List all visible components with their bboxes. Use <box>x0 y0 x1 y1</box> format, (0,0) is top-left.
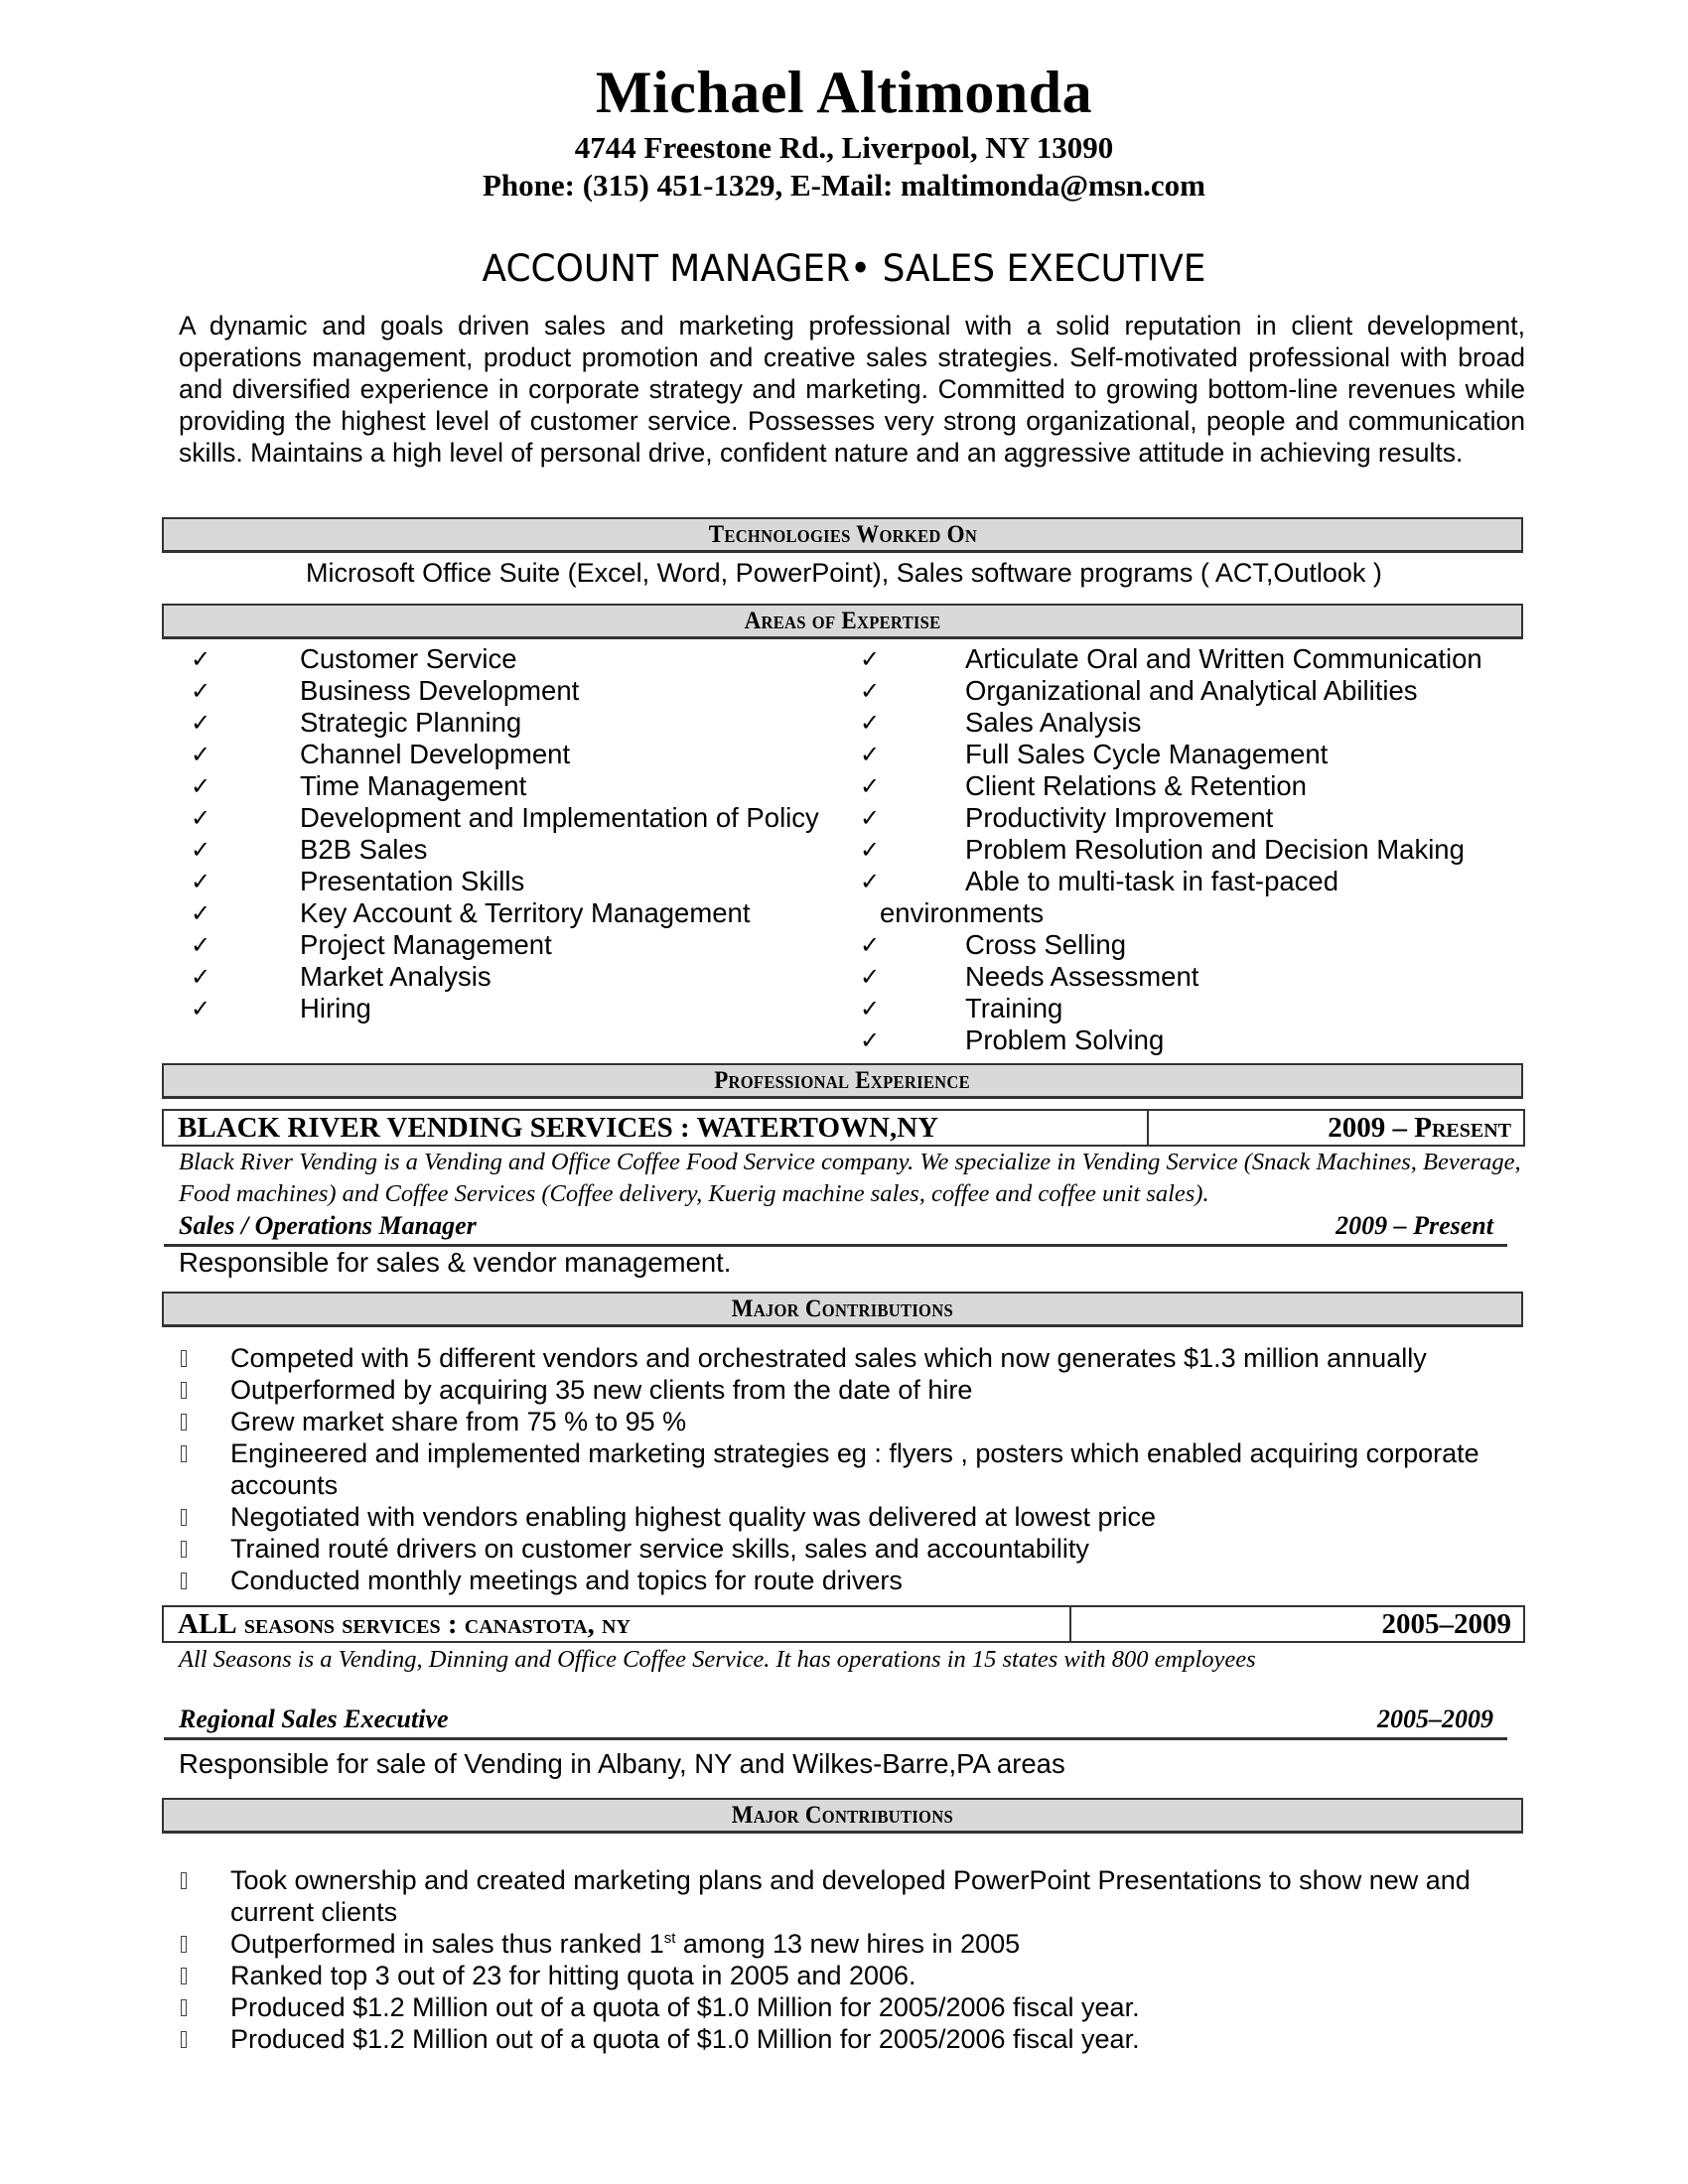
item-text: Ranked top 3 out of 23 for hitting quota in 2005 and 2006. <box>230 1961 916 1990</box>
company-header-black-river <box>162 1109 1525 1147</box>
expertise-item: Hiring <box>300 993 371 1024</box>
check-icon: ✓ <box>860 645 881 673</box>
job-title-row <box>164 1702 1507 1740</box>
job-dates: 2005–2009 <box>1377 1705 1493 1733</box>
check-icon: ✓ <box>860 868 881 895</box>
bullet-icon <box>181 1872 187 1889</box>
expertise-item: Key Account & Territory Management <box>300 897 751 928</box>
company-description: Black River Vending is a Vending and Office Coffee Food Service company. We specialize in Vending Service (Snack Machines, Beverage, Food machines) and Coffee Services (Coffee delivery, Kuerig machine sales, coffee and coffee unit sales). <box>179 1149 1521 1207</box>
company-divider <box>1147 1111 1149 1145</box>
check-icon: ✓ <box>860 677 881 705</box>
list-item <box>179 1437 1529 1501</box>
expertise-item: Problem Solving <box>965 1024 1165 1055</box>
item-text: Conducted monthly meetings and topics for route drivers <box>230 1566 903 1595</box>
bullet-icon <box>181 1414 187 1431</box>
company-header-all-seasons <box>162 1605 1525 1643</box>
contributions-list <box>179 1864 1529 2055</box>
section-header-expertise <box>162 604 1523 639</box>
expertise-item: Training <box>965 993 1063 1024</box>
job-responsibility: Responsible for sale of Vending in Albany, NY and Wilkes-Barre,PA areas <box>179 1748 1065 1779</box>
expertise-item: Productivity Improvement <box>965 802 1274 833</box>
company-name-rest: seasons services : canastota, ny <box>236 1608 631 1640</box>
list-item <box>179 1374 1529 1406</box>
company-description: All Seasons is a Vending, Dinning and Office Coffee Service. It has operations in 15 states with 800 employees <box>179 1646 1256 1673</box>
item-text: Produced $1.2 Million out of a quota of $1.0 Million for 2005/2006 fiscal year. <box>230 1992 1140 2022</box>
company-name: BLACK RIVER VENDING SERVICES : WATERTOWN,NY <box>178 1112 939 1144</box>
bullet-icon <box>181 1968 187 1984</box>
item-text: Grew market share from 75 % to 95 % <box>230 1407 687 1436</box>
company-name-first: ALL <box>178 1608 237 1640</box>
item-text: Negotiated with vendors enabling highest quality was delivered at lowest price <box>230 1502 1157 1532</box>
check-icon: ✓ <box>860 1026 881 1054</box>
expertise-item: Full Sales Cycle Management <box>965 739 1329 769</box>
expertise-item: Cross Selling <box>965 929 1127 960</box>
section-header-contributions <box>162 1798 1523 1834</box>
list-item <box>179 1960 1529 1991</box>
company-dates <box>1328 1111 1511 1145</box>
summary-paragraph: A dynamic and goals driven sales and marketing professional with a solid reputation in client development, operations management, product promotion and creative sales strategies. Self-motivated professional with broad and diversified experience in corporate strategy and marketing. Committed to growing bottom-line revenues while providing the highest level of customer service. Possesses very strong organizational, people and communication skills. Maintains a high level of personal drive, confident nature and an aggressive attitude in achieving results. <box>179 311 1525 468</box>
list-item <box>179 1501 1529 1533</box>
check-icon: ✓ <box>860 931 881 959</box>
dates-year: 2009 – <box>1328 1112 1415 1144</box>
item-text: Took ownership and created marketing plans and developed PowerPoint Presentations to show new and current clients <box>230 1865 1471 1927</box>
bullet-icon <box>181 1382 187 1399</box>
bullet-icon <box>181 2031 187 2048</box>
superscript: st <box>663 1930 676 1947</box>
item-text: Produced $1.2 Million out of a quota of $1.0 Million for 2005/2006 fiscal year. <box>230 2024 1140 2054</box>
expertise-item: Able to multi-task in fast-paced <box>965 866 1339 896</box>
check-icon: ✓ <box>860 741 881 768</box>
expertise-item: Needs Assessment <box>965 961 1199 992</box>
bullet-icon <box>181 1936 187 1953</box>
expertise-item: Client Relations & Retention <box>965 770 1307 801</box>
expertise-item: Business Development <box>300 675 580 706</box>
list-item <box>179 1864 1529 1928</box>
check-icon: ✓ <box>860 709 881 737</box>
list-item <box>179 1533 1529 1565</box>
check-icon: ✓ <box>860 836 881 864</box>
check-icon: ✓ <box>191 995 211 1023</box>
job-responsibility: Responsible for sales & vendor management. <box>179 1247 732 1278</box>
expertise-item: Development and Implementation of Policy <box>300 802 819 833</box>
check-icon: ✓ <box>191 645 211 673</box>
item-text: Competed with 5 different vendors and orchestrated sales which now generates $1.3 million annually <box>230 1343 1427 1373</box>
bullet-icon <box>181 1541 187 1558</box>
check-icon: ✓ <box>191 836 211 864</box>
company-name <box>178 1607 631 1641</box>
check-icon: ✓ <box>860 963 881 991</box>
job-title: Sales / Operations Manager <box>179 1211 477 1240</box>
check-icon: ✓ <box>191 772 211 800</box>
expertise-item: B2B Sales <box>300 834 428 865</box>
headline-title: ACCOUNT MANAGER• SALES EXECUTIVE <box>482 247 1206 290</box>
expertise-item: Problem Resolution and Decision Making <box>965 834 1465 865</box>
check-icon: ✓ <box>191 963 211 991</box>
list-item <box>179 2023 1529 2055</box>
list-item <box>179 1991 1529 2023</box>
company-divider <box>1069 1607 1071 1641</box>
section-header-technologies <box>162 517 1523 553</box>
section-header-contributions <box>162 1292 1523 1327</box>
check-icon: ✓ <box>860 772 881 800</box>
check-icon: ✓ <box>191 709 211 737</box>
check-icon: ✓ <box>191 931 211 959</box>
company-dates: 2005–2009 <box>1381 1608 1511 1640</box>
item-text-tail: among 13 new hires in 2005 <box>675 1929 1021 1959</box>
bullet-icon <box>181 1445 187 1462</box>
job-title: Regional Sales Executive <box>179 1705 449 1733</box>
technologies-list: Microsoft Office Suite (Excel, Word, PowerPoint), Sales software programs ( ACT,Outlook ) <box>306 558 1382 588</box>
expertise-item: Sales Analysis <box>965 707 1142 738</box>
bullet-icon <box>181 1999 187 2016</box>
expertise-item: Strategic Planning <box>300 707 522 738</box>
section-title: Professional Experience <box>714 1067 971 1094</box>
contact-info: Phone: (315) 451-1329, E-Mail: maltimonda@msn.com <box>482 168 1205 203</box>
check-icon: ✓ <box>860 995 881 1023</box>
item-text: Outperformed by acquiring 35 new clients from the date of hire <box>230 1375 973 1405</box>
dates-word: Present <box>1414 1112 1511 1144</box>
list-item <box>179 1565 1529 1596</box>
bullet-icon <box>181 1350 187 1367</box>
expertise-item: Articulate Oral and Written Communication <box>965 643 1482 674</box>
item-text: Trained routé drivers on customer service skills, sales and accountability <box>230 1534 1089 1564</box>
item-text: Outperformed in sales thus ranked 1 <box>230 1929 664 1959</box>
check-icon: ✓ <box>191 899 211 927</box>
list-item <box>179 1406 1529 1437</box>
expertise-item: Time Management <box>300 770 527 801</box>
section-title: Major Contributions <box>731 1802 954 1829</box>
check-icon: ✓ <box>191 741 211 768</box>
expertise-item: Organizational and Analytical Abilities <box>965 675 1418 706</box>
bullet-icon <box>181 1509 187 1526</box>
check-icon: ✓ <box>860 804 881 832</box>
list-item <box>179 1342 1529 1374</box>
contributions-list <box>179 1342 1529 1596</box>
expertise-item: Customer Service <box>300 643 517 674</box>
candidate-name: Michael Altimonda <box>595 60 1093 125</box>
expertise-item: Presentation Skills <box>300 866 525 896</box>
section-header-experience <box>162 1063 1523 1099</box>
check-icon: ✓ <box>191 677 211 705</box>
expertise-item: Channel Development <box>300 739 571 769</box>
job-dates: 2009 – Present <box>1336 1211 1493 1240</box>
item-text: Engineered and implemented marketing strategies eg : flyers , posters which enabled acquiring corporate accounts <box>230 1438 1479 1500</box>
check-icon: ✓ <box>191 868 211 895</box>
section-title: Major Contributions <box>731 1296 954 1322</box>
expertise-item: Market Analysis <box>300 961 492 992</box>
address: 4744 Freestone Rd., Liverpool, NY 13090 <box>574 130 1114 165</box>
section-title: Areas of Expertise <box>744 608 941 634</box>
bullet-icon <box>181 1572 187 1589</box>
list-item <box>179 1928 1529 1960</box>
expertise-item-wrap: environments <box>880 897 1045 928</box>
section-title: Technologies Worked On <box>708 521 977 548</box>
check-icon: ✓ <box>191 804 211 832</box>
expertise-item: Project Management <box>300 929 552 960</box>
job-title-row <box>164 1208 1507 1247</box>
